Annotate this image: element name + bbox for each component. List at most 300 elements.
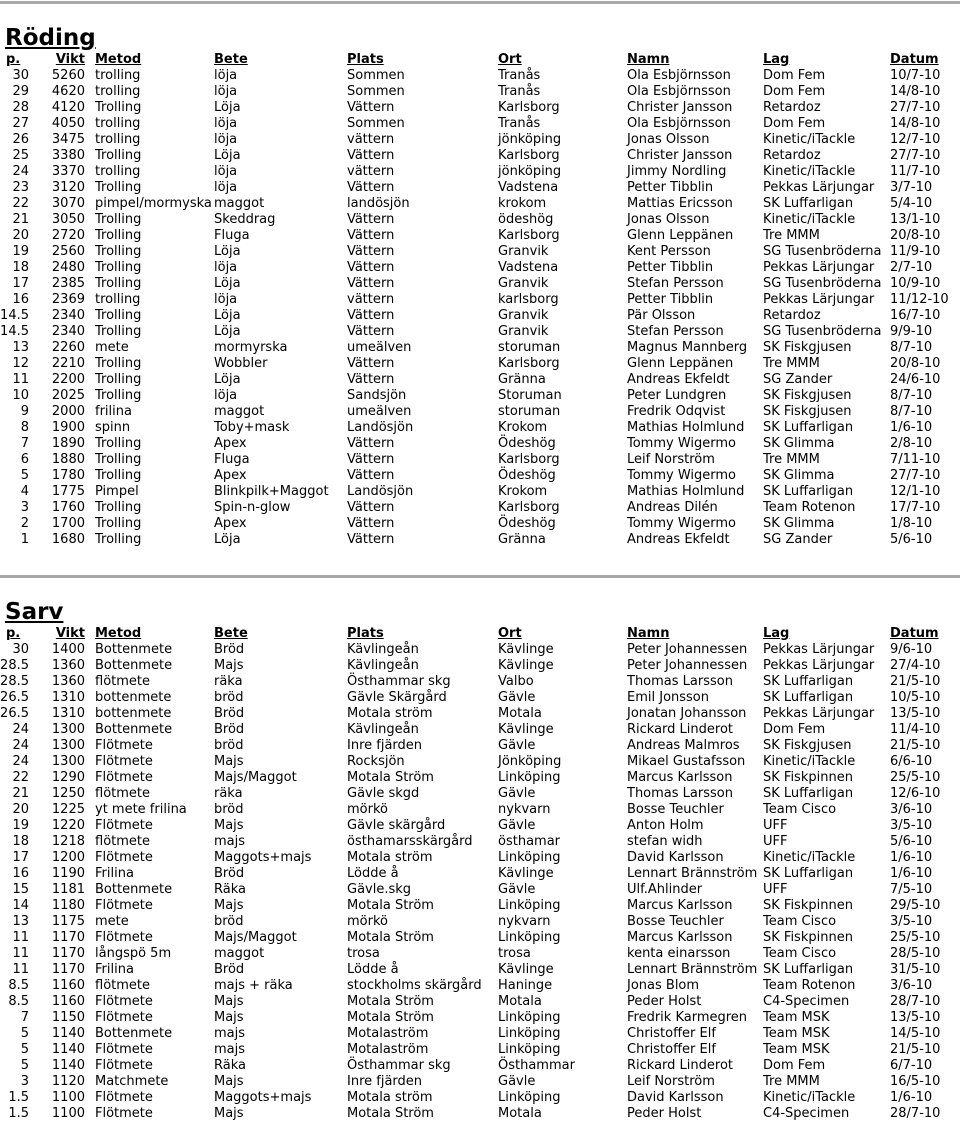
- cell-metod: Bottenmete: [95, 722, 173, 737]
- cell-datum: 10/9-10: [890, 276, 941, 291]
- cell-bete: Bröd: [214, 962, 245, 977]
- cell-plats: Vättern: [347, 180, 395, 195]
- cell-plats: Sommen: [347, 84, 405, 99]
- cell-plats: Vättern: [347, 308, 395, 323]
- cell-namn: Andreas Ekfeldt: [627, 372, 730, 387]
- table-row: [0, 356, 960, 372]
- cell-place: 4: [20, 484, 29, 499]
- cell-ort: Krokom: [498, 484, 548, 499]
- table-row: [0, 148, 960, 164]
- cell-namn: Leif Norström: [627, 1074, 715, 1089]
- cell-bete: räka: [214, 674, 243, 689]
- cell-vikt: 3380: [51, 148, 85, 163]
- cell-bete: Blinkpilk+Maggot: [214, 484, 329, 499]
- table-row: [0, 452, 960, 468]
- cell-plats: Vättern: [347, 532, 395, 547]
- table-row: [0, 1074, 960, 1090]
- table-row: [0, 770, 960, 786]
- cell-place: 5: [20, 1042, 29, 1057]
- cell-lag: SK Luffarligan: [763, 786, 854, 801]
- cell-vikt: 1170: [51, 946, 85, 961]
- header-place: p.: [6, 52, 21, 67]
- cell-place: 3: [20, 1074, 29, 1089]
- cell-namn: Jonas Olsson: [627, 212, 710, 227]
- cell-bete: Löja: [214, 244, 241, 259]
- cell-namn: Bosse Teuchler: [627, 802, 724, 817]
- cell-namn: Leif Norström: [627, 452, 715, 467]
- cell-lag: Kinetic/iTackle: [763, 132, 856, 147]
- cell-plats: Landösjön: [347, 420, 414, 435]
- cell-vikt: 2369: [51, 292, 85, 307]
- cell-datum: 31/5-10: [890, 962, 941, 977]
- table-row: [0, 484, 960, 500]
- cell-ort: Storuman: [498, 388, 562, 403]
- cell-vikt: 2200: [51, 372, 85, 387]
- cell-namn: Christer Jansson: [627, 100, 733, 115]
- table-row: [0, 786, 960, 802]
- cell-plats: umeälven: [347, 340, 412, 355]
- cell-bete: Löja: [214, 276, 241, 291]
- cell-lag: Team Rotenon: [763, 500, 856, 515]
- header-place: p.: [6, 626, 21, 641]
- cell-place: 21: [12, 786, 29, 801]
- cell-vikt: 1880: [51, 452, 85, 467]
- cell-metod: Flötmete: [95, 898, 153, 913]
- cell-namn: Andreas Dilén: [627, 500, 718, 515]
- cell-datum: 27/4-10: [890, 658, 941, 673]
- cell-vikt: 1175: [51, 914, 85, 929]
- cell-plats: Motala ström: [347, 850, 433, 865]
- table-row: [0, 244, 960, 260]
- cell-bete: majs: [214, 1026, 246, 1041]
- cell-ort: Linköping: [498, 770, 561, 785]
- cell-namn: Peter Johannessen: [627, 642, 748, 657]
- cell-vikt: 2720: [51, 228, 85, 243]
- section-title: Sarv: [5, 599, 64, 625]
- divider: [0, 575, 960, 578]
- cell-vikt: 3050: [51, 212, 85, 227]
- cell-ort: Vadstena: [498, 260, 559, 275]
- cell-vikt: 1181: [51, 882, 85, 897]
- cell-namn: Lennart Brännström: [627, 962, 758, 977]
- cell-place: 14.5: [0, 308, 29, 323]
- table-row: [0, 674, 960, 690]
- cell-vikt: 4120: [51, 100, 85, 115]
- cell-datum: 14/8-10: [890, 84, 941, 99]
- cell-namn: stefan widh: [627, 834, 703, 849]
- cell-datum: 1/6-10: [890, 866, 933, 881]
- cell-ort: trosa: [498, 946, 531, 961]
- cell-vikt: 1700: [51, 516, 85, 531]
- cell-plats: Lödde å: [347, 962, 399, 977]
- cell-metod: Trolling: [95, 500, 142, 515]
- cell-ort: Karlsborg: [498, 452, 560, 467]
- cell-namn: Andreas Malmros: [627, 738, 740, 753]
- cell-metod: flötmete: [95, 674, 150, 689]
- cell-lag: Kinetic/iTackle: [763, 1090, 856, 1105]
- cell-bete: Apex: [214, 468, 247, 483]
- cell-metod: flötmete: [95, 834, 150, 849]
- cell-metod: mete: [95, 340, 129, 355]
- table-row: [0, 340, 960, 356]
- cell-lag: Pekkas Lärjungar: [763, 260, 875, 275]
- cell-place: 22: [12, 770, 29, 785]
- cell-bete: Majs/Maggot: [214, 770, 297, 785]
- cell-ort: Kävlinge: [498, 962, 554, 977]
- cell-place: 26.5: [0, 706, 29, 721]
- cell-place: 27: [12, 116, 29, 131]
- cell-bete: Skeddrag: [214, 212, 276, 227]
- header-lag: Lag: [763, 626, 790, 641]
- cell-ort: karlsborg: [498, 292, 559, 307]
- cell-metod: Trolling: [95, 324, 142, 339]
- cell-bete: löja: [214, 388, 238, 403]
- cell-vikt: 1775: [51, 484, 85, 499]
- cell-place: 23: [12, 180, 29, 195]
- cell-datum: 10/7-10: [890, 68, 941, 83]
- cell-bete: bröd: [214, 738, 244, 753]
- cell-plats: Vättern: [347, 324, 395, 339]
- cell-datum: 8/7-10: [890, 340, 933, 355]
- cell-namn: Peter Lundgren: [627, 388, 727, 403]
- cell-vikt: 1250: [51, 786, 85, 801]
- cell-lag: SK Luffarligan: [763, 674, 854, 689]
- cell-bete: löja: [214, 180, 238, 195]
- cell-vikt: 1680: [51, 532, 85, 547]
- header-metod: Metod: [95, 626, 142, 641]
- table-row: [0, 722, 960, 738]
- cell-bete: Bröd: [214, 706, 245, 721]
- cell-ort: Karlsborg: [498, 500, 560, 515]
- table-row: [0, 324, 960, 340]
- cell-lag: SK Fiskpinnen: [763, 930, 853, 945]
- cell-namn: Bosse Teuchler: [627, 914, 724, 929]
- cell-ort: Granvik: [498, 244, 549, 259]
- cell-place: 9: [20, 404, 29, 419]
- cell-place: 20: [12, 802, 29, 817]
- cell-metod: Bottenmete: [95, 658, 173, 673]
- cell-plats: Motala Ström: [347, 898, 434, 913]
- cell-place: 11: [12, 372, 29, 387]
- cell-namn: Jonas Olsson: [627, 132, 710, 147]
- cell-ort: östhamar: [498, 834, 561, 849]
- cell-place: 7: [20, 436, 29, 451]
- cell-ort: Linköping: [498, 930, 561, 945]
- cell-metod: trolling: [95, 68, 141, 83]
- cell-datum: 29/5-10: [890, 898, 941, 913]
- table-row: [0, 100, 960, 116]
- cell-place: 8: [20, 420, 29, 435]
- cell-ort: storuman: [498, 340, 561, 355]
- table-row: [0, 882, 960, 898]
- cell-plats: vättern: [347, 164, 395, 179]
- cell-datum: 27/7-10: [890, 148, 941, 163]
- cell-vikt: 1160: [51, 978, 85, 993]
- cell-namn: Tommy Wigermo: [627, 516, 737, 531]
- cell-lag: Retardoz: [763, 148, 821, 163]
- cell-bete: Majs/Maggot: [214, 930, 297, 945]
- cell-metod: bottenmete: [95, 706, 172, 721]
- cell-plats: Sommen: [347, 116, 405, 131]
- table-row: [0, 116, 960, 132]
- table-row: [0, 754, 960, 770]
- cell-lag: Team MSK: [763, 1042, 830, 1057]
- cell-plats: Inre fjärden: [347, 738, 423, 753]
- cell-bete: majs: [214, 834, 246, 849]
- cell-bete: löja: [214, 292, 238, 307]
- cell-datum: 2/8-10: [890, 436, 933, 451]
- cell-ort: Gävle: [498, 818, 536, 833]
- cell-lag: Dom Fem: [763, 68, 826, 83]
- cell-lag: Dom Fem: [763, 722, 826, 737]
- cell-lag: Tre MMM: [763, 356, 820, 371]
- cell-metod: Trolling: [95, 228, 142, 243]
- cell-vikt: 2480: [51, 260, 85, 275]
- table-row: [0, 1010, 960, 1026]
- header-metod: Metod: [95, 52, 142, 67]
- cell-place: 25: [12, 148, 29, 163]
- cell-plats: Östhammar skg: [347, 1058, 451, 1073]
- cell-plats: östhamarsskärgård: [347, 834, 473, 849]
- cell-bete: maggot: [214, 946, 265, 961]
- cell-lag: SK Luffarligan: [763, 866, 854, 881]
- cell-namn: Kent Persson: [627, 244, 711, 259]
- cell-vikt: 2025: [51, 388, 85, 403]
- cell-namn: Mathias Holmlund: [627, 484, 745, 499]
- cell-ort: storuman: [498, 404, 561, 419]
- cell-place: 5: [20, 468, 29, 483]
- cell-namn: Mattias Ericsson: [627, 196, 733, 211]
- cell-bete: Fluga: [214, 452, 250, 467]
- cell-metod: Frilina: [95, 866, 134, 881]
- table-row: [0, 372, 960, 388]
- cell-plats: stockholms skärgård: [347, 978, 482, 993]
- cell-datum: 2/7-10: [890, 260, 933, 275]
- cell-metod: bottenmete: [95, 690, 172, 705]
- cell-ort: ödeshög: [498, 212, 554, 227]
- cell-namn: Thomas Larsson: [627, 786, 733, 801]
- cell-vikt: 1120: [51, 1074, 85, 1089]
- table-row: [0, 946, 960, 962]
- cell-place: 30: [12, 68, 29, 83]
- cell-bete: Majs: [214, 754, 244, 769]
- cell-datum: 12/1-10: [890, 484, 941, 499]
- table-header: [0, 52, 960, 68]
- cell-place: 24: [12, 722, 29, 737]
- cell-place: 14: [12, 898, 29, 913]
- cell-bete: Räka: [214, 882, 246, 897]
- cell-plats: Motala Ström: [347, 1010, 434, 1025]
- cell-vikt: 2385: [51, 276, 85, 291]
- table-row: [0, 850, 960, 866]
- cell-lag: Pekkas Lärjungar: [763, 642, 875, 657]
- table-row: [0, 84, 960, 100]
- cell-datum: 13/1-10: [890, 212, 941, 227]
- cell-namn: Stefan Persson: [627, 324, 724, 339]
- cell-bete: bröd: [214, 914, 244, 929]
- cell-metod: Matchmete: [95, 1074, 169, 1089]
- table-row: [0, 388, 960, 404]
- cell-plats: Vättern: [347, 436, 395, 451]
- cell-vikt: 5260: [51, 68, 85, 83]
- cell-plats: Kävlingeån: [347, 658, 419, 673]
- cell-lag: Tre MMM: [763, 228, 820, 243]
- cell-namn: Petter Tibblin: [627, 180, 714, 195]
- table-row: [0, 818, 960, 834]
- cell-metod: Flötmete: [95, 1010, 153, 1025]
- cell-metod: Flötmete: [95, 994, 153, 1009]
- table-row: [0, 802, 960, 818]
- table-row: [0, 914, 960, 930]
- cell-namn: Fredrik Karmegren: [627, 1010, 748, 1025]
- cell-vikt: 1200: [51, 850, 85, 865]
- table-header: [0, 626, 960, 642]
- cell-lag: SK Luffarligan: [763, 962, 854, 977]
- cell-ort: Kävlinge: [498, 642, 554, 657]
- cell-ort: Karlsborg: [498, 356, 560, 371]
- cell-namn: Magnus Mannberg: [627, 340, 748, 355]
- cell-bete: löja: [214, 260, 238, 275]
- table-row: [0, 642, 960, 658]
- cell-bete: Spin-n-glow: [214, 500, 291, 515]
- cell-metod: Frilina: [95, 962, 134, 977]
- cell-namn: Tommy Wigermo: [627, 436, 737, 451]
- cell-place: 21: [12, 212, 29, 227]
- cell-namn: Rickard Linderot: [627, 722, 734, 737]
- table-row: [0, 68, 960, 84]
- cell-namn: Jimmy Nordling: [627, 164, 727, 179]
- cell-namn: Anton Holm: [627, 818, 704, 833]
- cell-metod: flötmete: [95, 786, 150, 801]
- cell-namn: Lennart Brännström: [627, 866, 758, 881]
- cell-datum: 21/5-10: [890, 1042, 941, 1057]
- cell-place: 24: [12, 754, 29, 769]
- cell-vikt: 1140: [51, 1058, 85, 1073]
- cell-vikt: 2000: [51, 404, 85, 419]
- table-row: [0, 196, 960, 212]
- cell-namn: Pär Olsson: [627, 308, 696, 323]
- cell-place: 16: [12, 866, 29, 881]
- cell-ort: Tranås: [498, 68, 541, 83]
- table-row: [0, 516, 960, 532]
- cell-place: 28.5: [0, 658, 29, 673]
- cell-datum: 11/12-10: [890, 292, 949, 307]
- cell-plats: Gävle skgd: [347, 786, 420, 801]
- cell-namn: Ola Esbjörnsson: [627, 84, 731, 99]
- cell-metod: Trolling: [95, 276, 142, 291]
- cell-namn: Andreas Ekfeldt: [627, 532, 730, 547]
- table-row: [0, 532, 960, 548]
- cell-bete: Apex: [214, 436, 247, 451]
- cell-datum: 6/6-10: [890, 754, 933, 769]
- cell-bete: Maggots+majs: [214, 850, 312, 865]
- cell-plats: Vättern: [347, 452, 395, 467]
- cell-datum: 5/4-10: [890, 196, 933, 211]
- cell-place: 5: [20, 1058, 29, 1073]
- cell-bete: majs + räka: [214, 978, 293, 993]
- cell-ort: Gävle: [498, 786, 536, 801]
- cell-ort: Motala: [498, 706, 542, 721]
- cell-datum: 11/9-10: [890, 244, 941, 259]
- table-row: [0, 994, 960, 1010]
- cell-vikt: 1218: [51, 834, 85, 849]
- cell-ort: krokom: [498, 196, 547, 211]
- cell-vikt: 1220: [51, 818, 85, 833]
- cell-bete: Bröd: [214, 642, 245, 657]
- cell-datum: 12/7-10: [890, 132, 941, 147]
- table-row: [0, 228, 960, 244]
- cell-datum: 3/6-10: [890, 802, 933, 817]
- cell-plats: umeälven: [347, 404, 412, 419]
- table-row: [0, 898, 960, 914]
- cell-vikt: 1190: [51, 866, 85, 881]
- cell-lag: Retardoz: [763, 100, 821, 115]
- cell-namn: Emil Jonsson: [627, 690, 709, 705]
- cell-vikt: 1400: [51, 642, 85, 657]
- cell-lag: Team Rotenon: [763, 978, 856, 993]
- cell-ort: Linköping: [498, 1026, 561, 1041]
- cell-datum: 3/5-10: [890, 914, 933, 929]
- cell-plats: mörkö: [347, 914, 388, 929]
- cell-plats: Vättern: [347, 500, 395, 515]
- cell-place: 7: [20, 1010, 29, 1025]
- cell-bete: Majs: [214, 994, 244, 1009]
- cell-place: 2: [20, 516, 29, 531]
- cell-metod: Trolling: [95, 100, 142, 115]
- cell-plats: Vättern: [347, 516, 395, 531]
- cell-namn: Ola Esbjörnsson: [627, 116, 731, 131]
- cell-ort: Granvik: [498, 308, 549, 323]
- cell-place: 17: [12, 850, 29, 865]
- cell-plats: Motalaström: [347, 1042, 429, 1057]
- table-row: [0, 164, 960, 180]
- cell-bete: Majs: [214, 1106, 244, 1121]
- cell-datum: 27/7-10: [890, 100, 941, 115]
- cell-namn: Thomas Larsson: [627, 674, 733, 689]
- cell-metod: Trolling: [95, 468, 142, 483]
- cell-plats: Motala Ström: [347, 1106, 434, 1121]
- cell-bete: Majs: [214, 898, 244, 913]
- cell-plats: Vättern: [347, 100, 395, 115]
- cell-place: 1.5: [8, 1106, 29, 1121]
- cell-ort: nykvarn: [498, 802, 551, 817]
- cell-lag: UFF: [763, 818, 788, 833]
- cell-bete: Bröd: [214, 866, 245, 881]
- cell-plats: Kävlingeån: [347, 722, 419, 737]
- cell-datum: 20/8-10: [890, 228, 941, 243]
- cell-bete: löja: [214, 84, 238, 99]
- cell-lag: SK Glimma: [763, 468, 835, 483]
- cell-datum: 14/8-10: [890, 116, 941, 131]
- cell-plats: Inre fjärden: [347, 1074, 423, 1089]
- cell-lag: SK Fiskgjusen: [763, 738, 852, 753]
- cell-namn: Fredrik Odqvist: [627, 404, 726, 419]
- cell-bete: Fluga: [214, 228, 250, 243]
- cell-ort: Gävle: [498, 1074, 536, 1089]
- table-row: [0, 1058, 960, 1074]
- cell-datum: 10/5-10: [890, 690, 941, 705]
- cell-lag: Kinetic/iTackle: [763, 164, 856, 179]
- cell-lag: SG Tusenbröderna: [763, 244, 882, 259]
- cell-datum: 7/11-10: [890, 452, 941, 467]
- cell-lag: SK Fiskpinnen: [763, 898, 853, 913]
- cell-datum: 11/7-10: [890, 164, 941, 179]
- cell-vikt: 1780: [51, 468, 85, 483]
- cell-plats: Vättern: [347, 148, 395, 163]
- cell-ort: Granvik: [498, 276, 549, 291]
- cell-lag: Tre MMM: [763, 1074, 820, 1089]
- table-row: [0, 308, 960, 324]
